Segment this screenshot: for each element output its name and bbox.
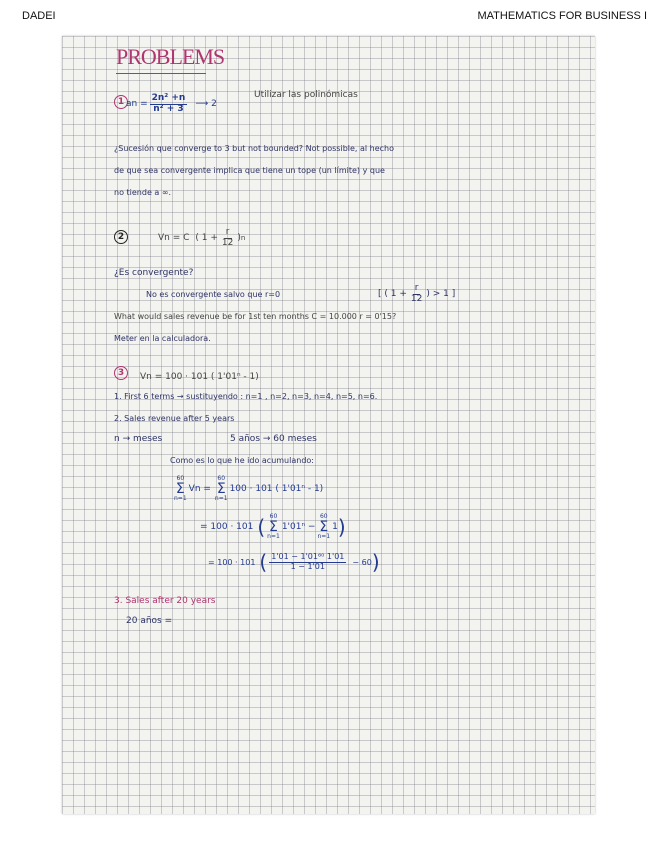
- problem-3-line-2: 2. Sales revenue after 5 years: [114, 414, 235, 423]
- problem-3-sum-3: = 100 · 101 ( $\frac{\text{1'01 − 1'01⁶⁰ 1'01}}{1 - 1'01}$ − 60 ): [208, 550, 380, 574]
- problem-3-sum-2: = 100 · 101 ( 60 Σ n=1 1'01ⁿ − 60 Σ n=1 1 ): [200, 513, 346, 540]
- problem-3-number: 3: [114, 360, 128, 380]
- problem-2-formula: Vn = C ( 1 + $\frac{r}{12}$ ) n: [158, 227, 246, 248]
- problem-1-question-line-1: ¿Sucesión que converge to 3 but not bounded? Not possible, al hecho: [114, 144, 395, 153]
- title-underline: [116, 73, 206, 74]
- problem-2-condition: [ ( 1 + $\frac{r}{12}$ ) > 1 ]: [378, 283, 456, 304]
- page-title: PROBLEMS: [116, 44, 225, 69]
- problem-2-number: 2: [114, 224, 128, 244]
- problem-2-question: ¿Es convergente?: [114, 268, 194, 278]
- problem-1-question-line-3: no tiende a ∞.: [114, 188, 172, 197]
- problem-3-line-3b: 5 años → 60 meses: [230, 434, 317, 444]
- problem-3-line-6: 20 años =: [126, 616, 173, 626]
- problem-3-line-4: Como es lo que he ido acumulando:: [170, 456, 314, 465]
- problem-2-answer: No es convergente salvo que r=0: [146, 290, 281, 299]
- problem-3-line-3a: n → meses: [114, 434, 163, 444]
- problem-2-line-3: What would sales revenue be for 1st ten months C = 10.000 r = 0'15?: [114, 312, 397, 321]
- problem-3-formula: Vn = 100 · 101 ( 1'01ⁿ - 1): [140, 372, 259, 382]
- problem-1-note: Utilizar las polinómicas: [254, 90, 358, 100]
- header-course-code: DADEI: [22, 10, 56, 22]
- problem-1-question-line-2: de que sea convergente implica que tiene un tope (un límite) y que: [114, 166, 385, 175]
- problem-3-line-5: 3. Sales after 20 years: [114, 596, 216, 606]
- notebook-page: [62, 36, 595, 814]
- header-subject: MATHEMATICS FOR BUSINESS I: [477, 10, 647, 22]
- problem-1-number: 1: [114, 89, 128, 109]
- problem-3-sum-1: 60 Σ n=1 Vn = 60 Σ n=1 100 · 101 ( 1'01ⁿ - 1): [174, 475, 324, 502]
- problem-2-line-4: Meter en la calculadora.: [114, 334, 211, 343]
- problem-1-formula: an = $\frac{\text{2n² +n}}{\text{n² + 3}}$ ⟶ 2: [126, 93, 217, 114]
- problem-3-line-1: 1. First 6 terms → sustituyendo : n=1 , n=2, n=3, n=4, n=5, n=6.: [114, 392, 378, 401]
